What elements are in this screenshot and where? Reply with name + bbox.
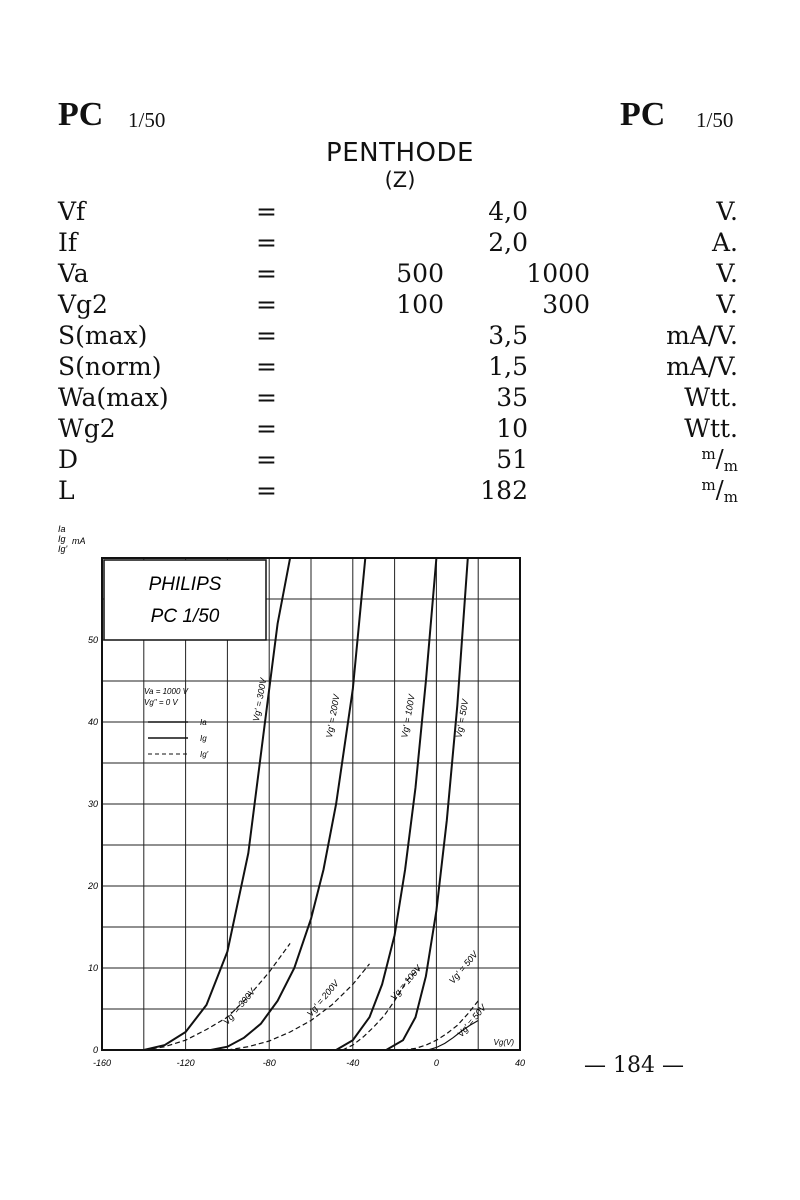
spec-equals: = [256,197,277,226]
spec-equals: = [256,352,277,381]
y-tick-label: 10 [87,963,98,973]
chart-condition: Vg" = 0 V [144,698,178,707]
spec-row [0,228,800,260]
spec-unit: mA/V. [666,321,738,350]
curve-annotation: Vg' = 100V [399,693,417,739]
spec-name: D [58,445,79,474]
spec-value: 4,0 [488,197,528,226]
curve-annotation: Vg' = 200V [324,693,342,739]
spec-name: If [58,228,78,257]
legend-label: Ig [200,734,207,743]
spec-unit: Wtt. [684,383,738,412]
x-axis-label: Vg(V) [493,1038,514,1047]
spec-value: 2,0 [488,228,528,257]
characteristic-chart [40,520,560,1080]
series-line-screen-current [227,964,369,1050]
spec-row [0,352,800,384]
y-axis-label: Ig [58,534,66,544]
spec-unit: V. [716,259,738,288]
spec-unit-slash: / [715,476,724,504]
y-axis-label: Ia [58,524,66,534]
spec-equals: = [256,476,277,505]
spec-equals: = [256,228,277,257]
spec-equals: = [256,383,277,412]
spec-row [0,197,800,229]
y-tick-label: 40 [87,717,98,727]
spec-equals: = [256,259,277,288]
spec-equals: = [256,290,277,319]
spec-value: 3,5 [488,321,528,350]
page-title: PENTHODE [326,138,474,168]
spec-value: 10 [496,414,528,443]
brand-model: PC 1/50 [150,606,220,627]
spec-name: L [58,476,75,505]
spec-value-1: 100 [396,290,444,319]
curve-annotation: Vg' = 300V [250,677,269,723]
series-line-screen-current [144,943,290,1050]
spec-unit: Wtt. [684,414,738,443]
curve-annotation: Vg = 100V [388,963,424,1003]
spec-equals: = [256,321,277,350]
spec-name: S(norm) [58,352,162,381]
y-axis-label: Ig' [58,544,68,554]
spec-unit-denominator: m [723,488,738,506]
spec-unit-numerator: m [701,445,716,463]
spec-row [0,321,800,353]
curve-annotation: Vg' = 300V [221,986,258,1027]
spec-unit [701,445,738,475]
spec-value: 51 [496,445,528,474]
spec-name: Va [58,259,89,288]
brand-box [104,560,266,640]
spec-unit-slash: / [715,445,724,473]
header-right-code: PC [620,96,666,133]
spec-value-2: 300 [542,290,590,319]
page-number: — 184 — [584,1053,684,1078]
x-tick-label: -80 [262,1058,276,1068]
header-left-fraction: 1/50 [128,108,166,132]
header-right-fraction: 1/50 [696,108,734,132]
y-tick-label: 50 [87,635,98,645]
curve-annotation: Vg' = 50V [446,949,480,986]
curve-annotation: Vg' = 50V [455,1002,489,1039]
x-tick-label: 0 [433,1058,439,1068]
y-tick-label: 0 [92,1045,98,1055]
page-subtitle: (Z) [384,168,416,192]
spec-name: S(max) [58,321,148,350]
spec-unit: mA/V. [666,352,738,381]
spec-name: Wa(max) [58,383,169,412]
x-tick-label: 40 [514,1058,526,1068]
y-tick-label: 20 [87,881,98,891]
spec-row [0,414,800,446]
spec-unit: V. [716,290,738,319]
x-tick-label: -40 [346,1058,360,1068]
y-axis-unit: mA [72,536,86,546]
spec-row [0,445,800,477]
legend-label: Ig' [200,750,209,759]
spec-name: Vf [58,197,86,226]
spec-value: 1,5 [488,352,528,381]
spec-unit-numerator: m [701,476,716,494]
spec-row [0,383,800,415]
y-tick-label: 30 [87,799,98,809]
chart-condition: Va = 1000 V [144,687,188,696]
legend-label: Ia [200,718,207,727]
curve-annotation: Vg' = 200V [304,978,341,1019]
spec-row [0,259,800,291]
spec-unit-denominator: m [723,457,738,475]
x-tick-label: -120 [176,1058,195,1068]
spec-name: Wg2 [58,414,116,443]
spec-row [0,290,800,322]
spec-equals: = [256,445,277,474]
spec-name: Vg2 [58,290,108,319]
spec-row [0,476,800,508]
spec-unit: V. [716,197,738,226]
header-left-code: PC [58,96,104,133]
spec-unit: A. [711,228,738,257]
x-tick-label: -160 [92,1058,112,1068]
spec-value: 35 [496,383,528,412]
curve-annotation: Vg' = 50V [453,698,471,739]
spec-equals: = [256,414,277,443]
brand-name: PHILIPS [148,574,222,595]
spec-unit [701,476,738,506]
spec-value-2: 1000 [526,259,590,288]
spec-value-1: 500 [396,259,444,288]
spec-value: 182 [480,476,528,505]
